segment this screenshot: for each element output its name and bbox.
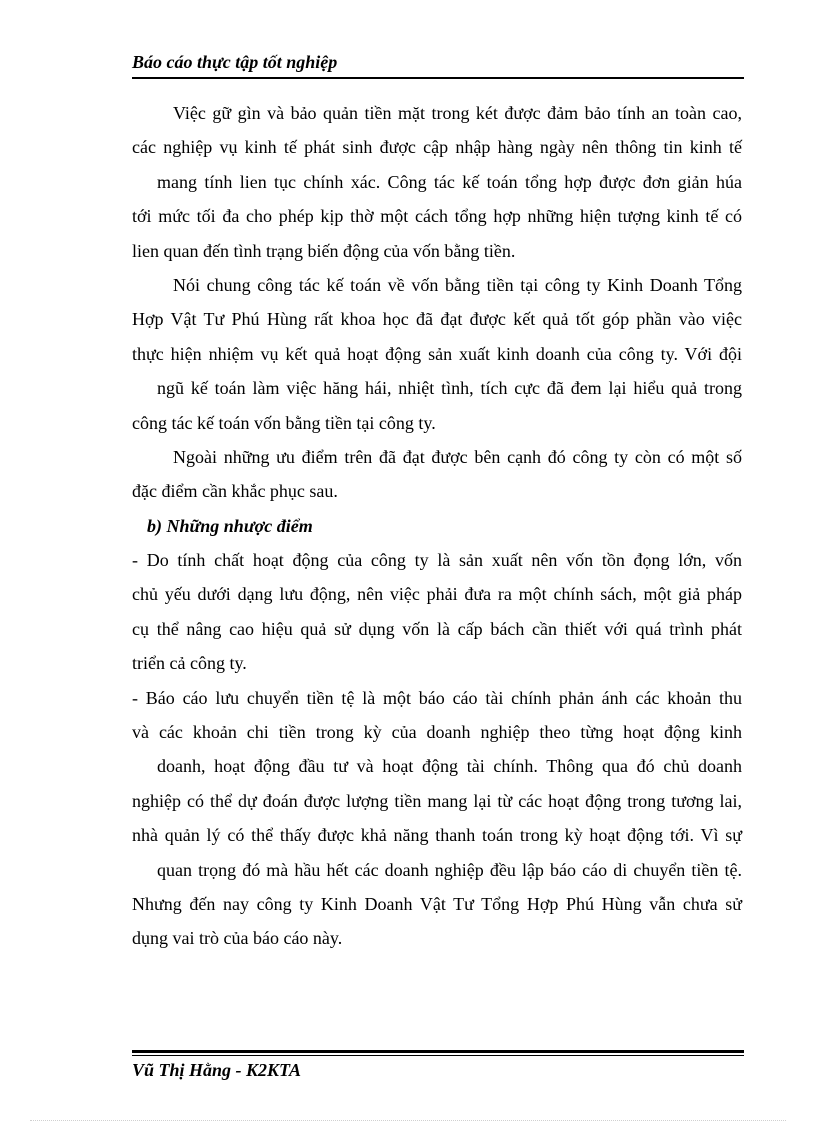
text-line: chủ yếu dưới dạng lưu động, nên việc phải đưa ra một chính sách, một giả pháp [132,584,742,605]
page-edge-dots [30,1120,786,1121]
section-heading: b) Những nhược điểm [147,515,313,536]
text-line: và các khoản chi tiền trong kỳ của doanh nghiệp theo từng hoạt động kinh [132,722,742,743]
text-line: công tác kế toán vốn bằng tiền tại công ty. [132,412,436,433]
text-line: dụng vai trò của báo cáo này. [132,928,343,949]
text-line: thực hiện nhiệm vụ kết quả hoạt động sản xuất kinh doanh của công ty. Với đội [132,343,742,364]
text-line: - Do tính chất hoạt động của công ty là sản xuất nên vốn tồn đọng lớn, vốn [132,550,742,571]
text-line: Hợp Vật Tư Phú Hùng rất khoa học đã đạt được kết quả tốt góp phần vào việc [132,309,742,330]
text-line: - Báo cáo lưu chuyển tiền tệ là một báo cáo tài chính phản ánh các khoản thu [132,687,742,708]
body-text [132,96,742,956]
text-line: ngũ kế toán làm việc hăng hái, nhiệt tình, tích cực đã đem lại hiểu quả trong [157,378,742,399]
text-line: Nhưng đến nay công ty Kinh Doanh Vật Tư Tổng Hợp Phú Hùng vẫn chưa sử [132,893,742,914]
text-line: các nghiệp vụ kinh tế phát sinh được cập nhập hàng ngày nên thông tin kinh tế [132,137,742,158]
footer-rule-thin [132,1055,744,1056]
text-line: tới mức tối đa cho phép kịp thờ một cách tổng hợp những hiện tượng kinh tế có [132,206,742,227]
text-line: Nói chung công tác kế toán về vốn bằng tiền tại công ty Kinh Doanh Tổng [173,274,742,295]
text-line: mang tính lien tục chính xác. Công tác kế toán tổng hợp được đơn giản húa [157,171,742,192]
footer-rule-thick [132,1050,744,1053]
text-line: Ngoài những ưu điểm trên đã đạt được bên cạnh đó công ty còn có một số [173,446,742,467]
text-line: nghiệp có thể dự đoán được lượng tiền mang lại từ các hoạt động trong tương lai, [132,790,742,811]
report-title: Báo cáo thực tập tốt nghiệp [132,52,338,72]
footer-author: Vũ Thị Hằng - K2KTA [132,1060,302,1080]
page-footer [132,1050,744,1090]
text-line: đặc điểm cần khắc phục sau. [132,481,338,502]
text-line: Việc gữ gìn và bảo quản tiền mặt trong két được đảm bảo tính an toàn cao, [173,103,742,123]
header-rule [132,77,744,79]
text-line: quan trọng đó mà hầu hết các doanh nghiệp đều lập báo cáo di chuyển tiền tệ. [157,859,742,880]
text-line: doanh, hoạt động đầu tư và hoạt động tài chính. Thông qua đó chủ doanh [157,756,742,777]
text-line: nhà quản lý có thể thấy được khả năng thanh toán trong kỳ hoạt động tới. Vì sự [132,825,742,846]
page-header [132,52,744,80]
text-line: triển cả công ty. [132,653,247,674]
text-line: lien quan đến tình trạng biến động của vốn bằng tiền. [132,240,516,261]
text-line: cụ thể nâng cao hiệu quả sử dụng vốn là cấp bách cần thiết với quá trình phát [132,618,742,639]
